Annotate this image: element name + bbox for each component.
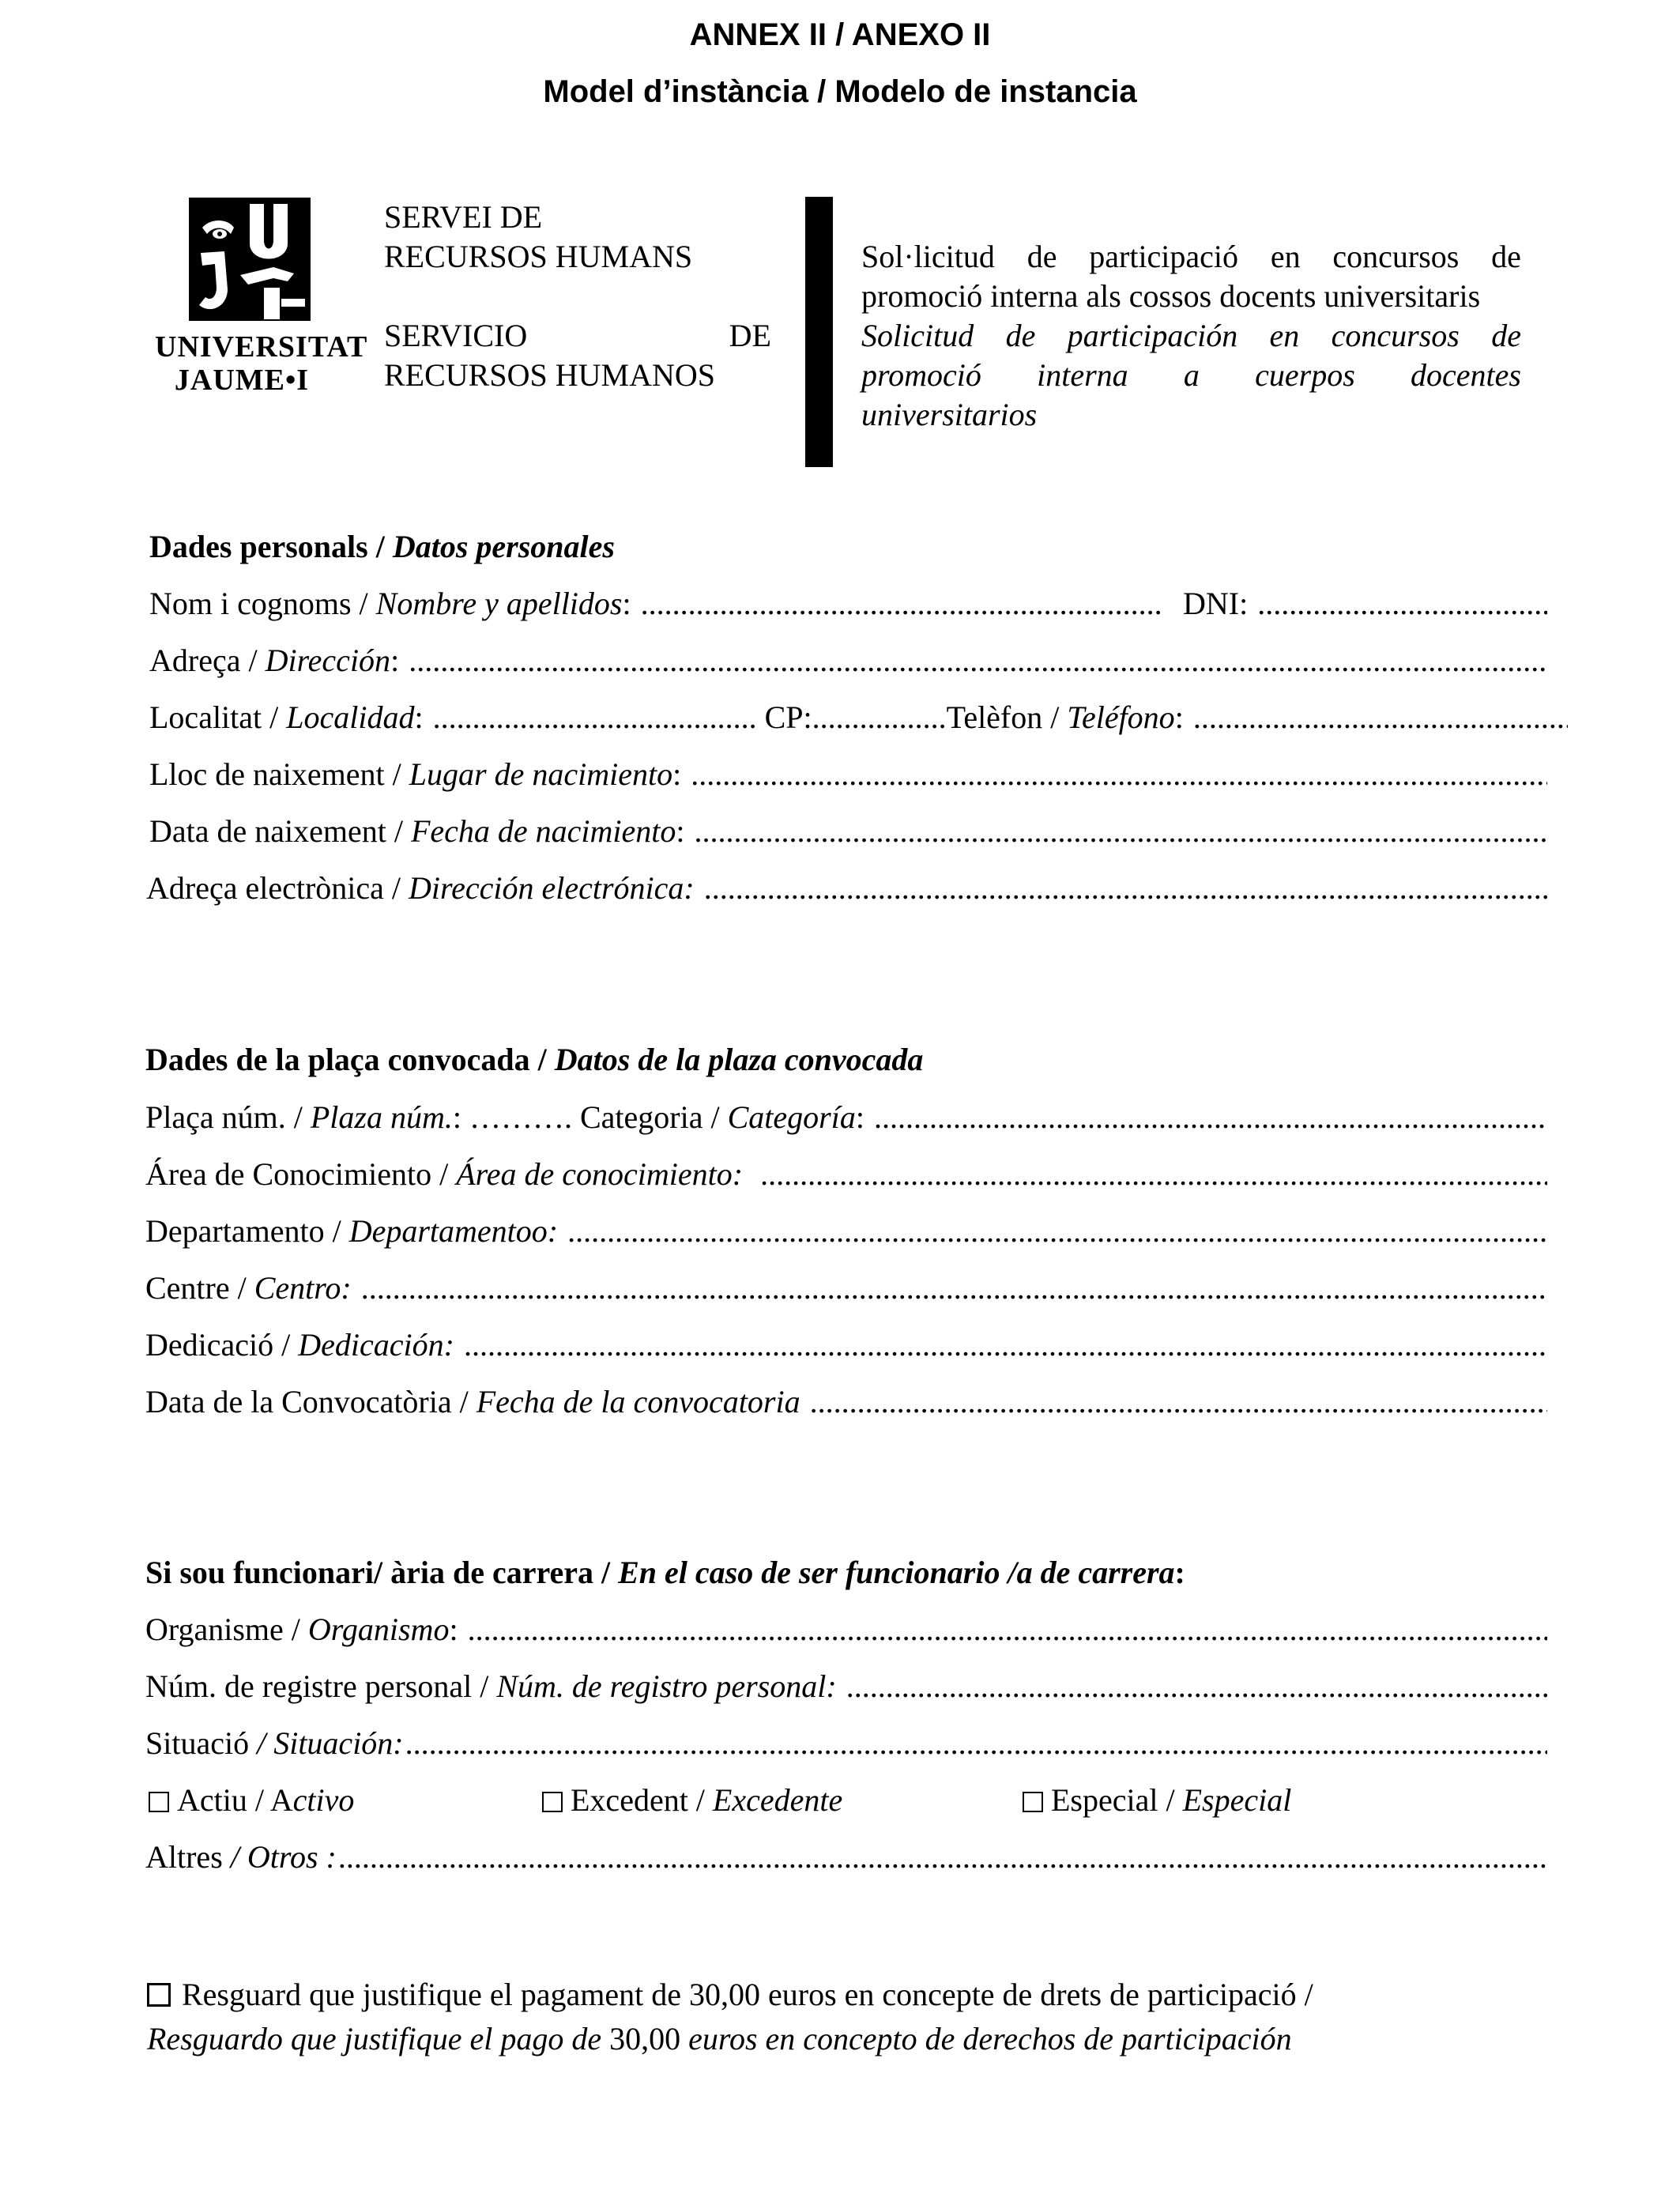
area-label: Área de Conocimiento / bbox=[145, 1156, 457, 1192]
word: concursos bbox=[1332, 239, 1460, 274]
registry-label: Núm. de registre personal / bbox=[145, 1668, 497, 1704]
payment-es-part-2: euros en concepto de derechos de participación bbox=[680, 2021, 1292, 2056]
phone-label: Telèfon / bbox=[946, 699, 1068, 735]
dedication-label: Dedicació / bbox=[145, 1327, 299, 1363]
payment-receipt[interactable] bbox=[147, 1976, 1313, 2013]
payment-text-es bbox=[147, 2020, 1292, 2057]
request-ca-line-2: promoció interna als cossos docents universitaris bbox=[861, 278, 1481, 314]
request-es-line-2 bbox=[861, 356, 1521, 395]
word: de bbox=[1026, 239, 1057, 274]
option-active-label-es: ctivo bbox=[292, 1782, 355, 1818]
birthplace-label: Lloc de naixement / bbox=[149, 756, 409, 792]
organism-field[interactable]: Organisme / Organismo : ..... bbox=[145, 1611, 1547, 1648]
phone-label-es: Teléfono bbox=[1067, 699, 1175, 735]
situation-field[interactable] bbox=[145, 1725, 1547, 1762]
word: en bbox=[1270, 239, 1301, 274]
payment-es-part-1: Resguardo que justifique el pago de bbox=[147, 2021, 610, 2056]
service-ca-line-2: RECURSOS HUMANS bbox=[384, 239, 693, 274]
city-label: Localitat / bbox=[149, 699, 287, 735]
city-row: Localitat / Localidad : ..... CP: ..... Telèfon / Teléfono : ..... bbox=[149, 699, 1568, 736]
word: interna bbox=[1037, 357, 1128, 393]
dedication-field[interactable] bbox=[145, 1326, 1547, 1363]
heading-text: Dades de la plaça convocada / bbox=[145, 1042, 555, 1077]
name-label-es: Nombre y apellidos bbox=[375, 586, 623, 621]
organism-input-line[interactable] bbox=[468, 1611, 1547, 1648]
registry-label-es: Núm. de registro personal: bbox=[496, 1668, 837, 1704]
name-field[interactable]: Nom i cognoms / Nombre y apellidos : ..... bbox=[149, 585, 1161, 622]
email-label: Adreça electrònica / bbox=[146, 870, 409, 906]
position-heading bbox=[145, 1041, 923, 1078]
cp-label: CP: bbox=[764, 699, 812, 735]
position-num-label-es: Plaza núm. bbox=[310, 1099, 453, 1135]
other-field[interactable] bbox=[145, 1838, 1547, 1875]
other-input-line[interactable] bbox=[338, 1838, 1547, 1875]
position-num-row: Plaça núm. / Plaza núm. : ………. Categoria / Categoría : ..... bbox=[145, 1099, 1547, 1136]
birthplace-field[interactable]: Lloc de naixement / Lugar de nacimiento : ..... bbox=[149, 756, 1547, 793]
category-label-es: Categoría bbox=[727, 1099, 856, 1135]
birthdate-field[interactable]: Data de naixement / Fecha de nacimiento : ..... bbox=[149, 812, 1547, 850]
word: de bbox=[1491, 239, 1521, 274]
area-field[interactable] bbox=[145, 1155, 1547, 1193]
word: concursos bbox=[1331, 318, 1460, 353]
call-date-label-es: Fecha de la convocatoria bbox=[476, 1384, 800, 1419]
city-input-line[interactable] bbox=[433, 699, 757, 736]
word: participació bbox=[1089, 239, 1239, 274]
department-field[interactable] bbox=[145, 1212, 1547, 1250]
word: de bbox=[1491, 318, 1521, 353]
department-label: Departamento / bbox=[145, 1213, 349, 1249]
payment-amount: 30,00 bbox=[609, 2021, 681, 2056]
birthplace-label-es: Lugar de nacimiento bbox=[409, 756, 673, 792]
name-label: Nom i cognoms / bbox=[149, 586, 376, 621]
service-es-word-2: DE bbox=[729, 318, 771, 353]
payment-text-ca: Resguard que justifique el pagament de 30,00 euros en concepte de drets de participació / bbox=[182, 1977, 1313, 2012]
word: docentes bbox=[1411, 357, 1521, 393]
heading-colon: : bbox=[1174, 1555, 1185, 1590]
organism-label: Organisme / bbox=[145, 1612, 308, 1647]
option-excedent-label: Excedent / bbox=[571, 1782, 713, 1818]
heading-text-es: Datos personales bbox=[392, 529, 615, 564]
service-block bbox=[384, 198, 771, 395]
area-input-line[interactable] bbox=[760, 1155, 1547, 1193]
address-label-es: Dirección bbox=[265, 643, 391, 678]
heading-text: Dades personals / bbox=[149, 529, 393, 564]
address-input-line[interactable] bbox=[409, 642, 1547, 679]
option-special-label-es: Especial bbox=[1182, 1782, 1292, 1818]
situation-input-line[interactable] bbox=[405, 1725, 1547, 1762]
checkbox-icon[interactable] bbox=[1023, 1792, 1043, 1812]
checkbox-icon[interactable] bbox=[542, 1792, 563, 1812]
call-date-field[interactable] bbox=[145, 1383, 1547, 1420]
word: de bbox=[1005, 318, 1036, 353]
logo-line-1: UNIVERSITAT bbox=[155, 330, 368, 364]
request-description bbox=[861, 237, 1521, 435]
other-label: Altres bbox=[145, 1839, 231, 1875]
department-label-es: Departamentoo: bbox=[348, 1213, 559, 1249]
dedication-label-es: Dedicación: bbox=[298, 1327, 454, 1363]
request-ca-line-1 bbox=[861, 237, 1521, 277]
other-label-es: / Otros : bbox=[230, 1839, 337, 1875]
area-label-es: Área de conocimiento: bbox=[456, 1156, 744, 1192]
email-field[interactable] bbox=[146, 869, 1547, 907]
birthdate-label-es: Fecha de nacimiento bbox=[410, 813, 676, 849]
centre-label-es: Centro: bbox=[254, 1270, 352, 1306]
birthplace-input-line[interactable] bbox=[691, 756, 1547, 793]
service-es-word-1: SERVICIO bbox=[384, 318, 528, 353]
situation-label: Situació bbox=[145, 1725, 258, 1761]
official-heading bbox=[145, 1554, 1185, 1591]
annex-title: ANNEX II / ANEXO II bbox=[689, 17, 991, 52]
dni-input-line[interactable] bbox=[1257, 585, 1547, 622]
request-es-line-1 bbox=[861, 316, 1521, 356]
registry-input-line[interactable] bbox=[846, 1668, 1547, 1705]
university-logo bbox=[155, 196, 368, 401]
option-active[interactable] bbox=[149, 1781, 354, 1819]
call-date-label: Data de la Convocatòria / bbox=[145, 1384, 477, 1419]
call-date-input-line[interactable] bbox=[810, 1383, 1547, 1420]
phone-input-line[interactable] bbox=[1193, 699, 1568, 736]
word: en bbox=[1269, 318, 1300, 353]
word: a bbox=[1183, 357, 1200, 393]
birthdate-label: Data de naixement / bbox=[149, 813, 411, 849]
birthdate-input-line[interactable] bbox=[695, 812, 1547, 850]
heading-text-es: En el caso de ser funcionario /a de carrera bbox=[618, 1555, 1175, 1590]
option-excedent-label-es: Excedente bbox=[712, 1782, 843, 1818]
heading-text-es: Datos de la plaza convocada bbox=[554, 1042, 924, 1077]
word: cuerpos bbox=[1255, 357, 1355, 393]
city-label-es: Localidad bbox=[286, 699, 415, 735]
personal-heading bbox=[149, 528, 615, 565]
email-label-es: Dirección electrónica: bbox=[409, 870, 695, 906]
logo-line-2: JAUME•I bbox=[174, 364, 310, 397]
position-num-label: Plaça núm. / bbox=[145, 1099, 311, 1135]
centre-field[interactable] bbox=[145, 1269, 1547, 1306]
registry-field[interactable] bbox=[145, 1668, 1547, 1705]
name-input-line[interactable] bbox=[641, 585, 1161, 622]
word: Sol·licitud bbox=[861, 239, 995, 274]
address-label: Adreça / bbox=[149, 643, 266, 678]
dni-field[interactable] bbox=[1183, 585, 1547, 622]
category-input-line[interactable] bbox=[874, 1099, 1547, 1136]
option-special[interactable] bbox=[1023, 1781, 1291, 1819]
checkbox-icon[interactable] bbox=[149, 1792, 169, 1812]
situation-label-es: / Situación: bbox=[257, 1725, 404, 1761]
option-special-label: Especial / bbox=[1051, 1782, 1183, 1818]
option-excedent[interactable] bbox=[542, 1781, 842, 1819]
dni-label: DNI: bbox=[1183, 586, 1249, 621]
centre-input-line[interactable] bbox=[361, 1269, 1547, 1306]
option-active-label: Actiu / A bbox=[177, 1782, 293, 1818]
word: participación bbox=[1067, 318, 1238, 353]
checkbox-icon[interactable] bbox=[147, 1983, 171, 2007]
word: Solicitud bbox=[861, 318, 974, 353]
word: promoció bbox=[861, 357, 981, 393]
email-input-line[interactable] bbox=[704, 869, 1547, 907]
position-num-input-line[interactable]: : ………. bbox=[452, 1099, 580, 1135]
cp-input-line[interactable] bbox=[812, 699, 947, 736]
service-ca-line-1: SERVEI DE bbox=[384, 199, 543, 235]
request-es-line-3: universitarios bbox=[861, 397, 1038, 432]
category-label: Categoria / bbox=[579, 1099, 728, 1135]
centre-label: Centre / bbox=[145, 1270, 254, 1306]
dedication-input-line[interactable] bbox=[464, 1326, 1547, 1363]
header-separator bbox=[805, 197, 833, 467]
service-es-line-2: RECURSOS HUMANOS bbox=[384, 357, 715, 393]
department-input-line[interactable] bbox=[567, 1212, 1547, 1250]
address-field[interactable]: Adreça / Dirección : ..... bbox=[149, 642, 1547, 679]
annex-subtitle: Model d’instància / Modelo de instancia bbox=[543, 74, 1137, 109]
organism-label-es: Organismo bbox=[307, 1612, 450, 1647]
heading-text: Si sou funcionari/ ària de carrera / bbox=[145, 1555, 619, 1590]
